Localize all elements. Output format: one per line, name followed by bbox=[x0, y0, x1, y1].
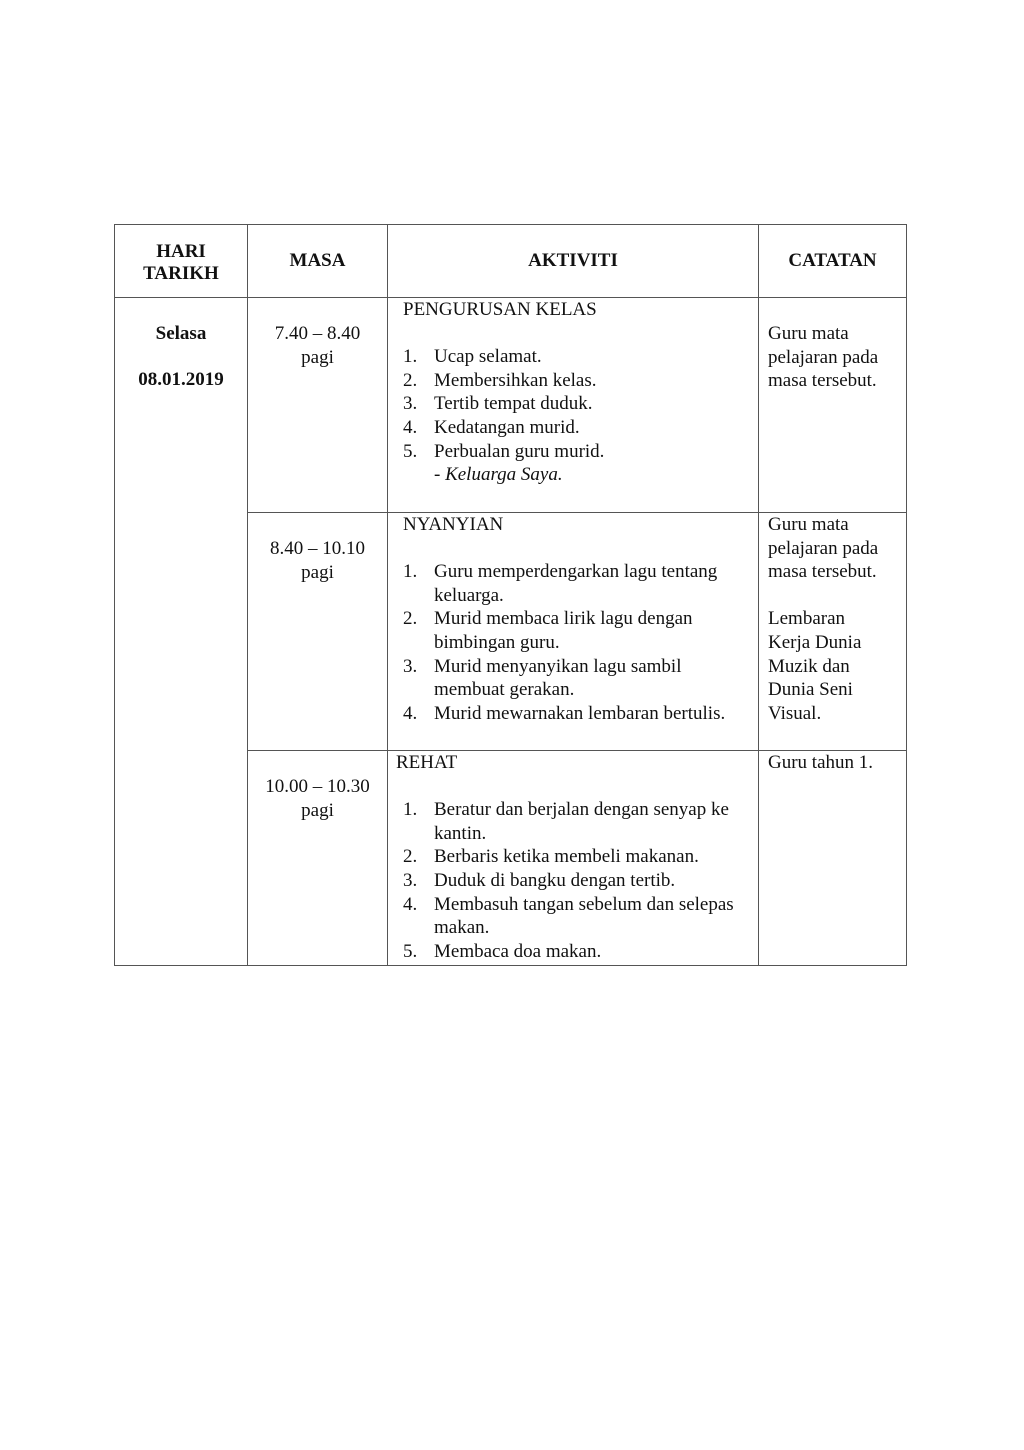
activity-list bbox=[396, 798, 752, 963]
activity-list bbox=[403, 560, 752, 725]
list-item: 4. Murid mewarnakan lembaran bertulis. bbox=[403, 702, 726, 724]
day-label: Selasa bbox=[155, 323, 207, 344]
time-period: pagi bbox=[301, 799, 334, 821]
list-item: 2. Membersihkan kelas. bbox=[403, 369, 597, 391]
note-cell bbox=[759, 513, 907, 751]
note-line: Guru mata bbox=[768, 514, 849, 535]
header-catatan: CATATAN bbox=[759, 225, 907, 298]
date-label: 08.01.2019 bbox=[138, 368, 224, 390]
list-item: 4. Membasuh tangan sebelum dan selepas makan. bbox=[403, 893, 734, 939]
list-item: 2. Berbaris ketika membeli makanan. bbox=[403, 846, 699, 868]
list-item: 5. Membaca doa makan. bbox=[403, 940, 602, 962]
header-tarikh: TARIKH bbox=[143, 263, 219, 284]
sub-item: - Keluarga Saya. bbox=[434, 464, 563, 486]
header-hari: HARI bbox=[156, 241, 206, 262]
activity-title: REHAT bbox=[396, 752, 458, 773]
note-line: Visual. bbox=[768, 702, 822, 724]
header-aktiviti: AKTIVITI bbox=[388, 225, 759, 298]
table-header-row bbox=[115, 225, 907, 298]
list-item: 1. Ucap selamat. bbox=[403, 346, 542, 368]
list-item: 1. Beratur dan berjalan dengan senyap ke kantin. bbox=[403, 799, 729, 844]
time-cell bbox=[248, 751, 388, 966]
activity-cell bbox=[388, 513, 759, 751]
note-line: Dunia Seni bbox=[768, 679, 853, 701]
note-line: masa tersebut. bbox=[768, 561, 877, 583]
time-period: pagi bbox=[301, 346, 334, 368]
list-item: 5. Perbualan guru murid. bbox=[403, 440, 605, 462]
list-item: 3. Tertib tempat duduk. bbox=[403, 393, 593, 415]
note-line: Guru tahun 1. bbox=[768, 752, 874, 773]
list-item: 1. Guru memperdengarkan lagu tentang keluarga. bbox=[403, 561, 718, 606]
activity-cell bbox=[388, 298, 759, 513]
note-cell bbox=[759, 751, 907, 966]
header-masa: MASA bbox=[248, 225, 388, 298]
note-line: pelajaran pada bbox=[768, 537, 879, 559]
list-item: 3. Duduk di bangku dengan tertib. bbox=[403, 869, 676, 891]
time-cell bbox=[248, 513, 388, 751]
note-line: Lembaran bbox=[768, 608, 846, 630]
note-cell bbox=[759, 298, 907, 513]
activity-list bbox=[403, 345, 752, 463]
time-range: 10.00 – 10.30 bbox=[265, 776, 370, 797]
activity-title: NYANYIAN bbox=[403, 514, 504, 535]
activity-title: PENGURUSAN KELAS bbox=[403, 299, 597, 320]
list-item: 2. Murid membaca lirik lagu dengan bimbingan guru. bbox=[403, 608, 693, 653]
schedule-table bbox=[114, 224, 907, 966]
header-hari-tarikh bbox=[115, 225, 248, 298]
note-line: pelajaran pada bbox=[768, 346, 879, 368]
activity-cell bbox=[388, 751, 759, 966]
time-range: 7.40 – 8.40 bbox=[274, 323, 361, 344]
day-date-cell bbox=[115, 298, 248, 966]
table-row bbox=[115, 298, 907, 513]
note-line: Kerja Dunia bbox=[768, 631, 862, 653]
note-line: Muzik dan bbox=[768, 655, 850, 677]
list-item: 4. Kedatangan murid. bbox=[403, 416, 580, 438]
list-item: 3. Murid menyanyikan lagu sambil membuat gerakan. bbox=[403, 655, 682, 701]
note-line: Guru mata bbox=[768, 323, 849, 344]
time-range: 8.40 – 10.10 bbox=[270, 538, 365, 559]
note-line: masa tersebut. bbox=[768, 370, 877, 392]
time-period: pagi bbox=[301, 561, 334, 583]
time-cell bbox=[248, 298, 388, 513]
